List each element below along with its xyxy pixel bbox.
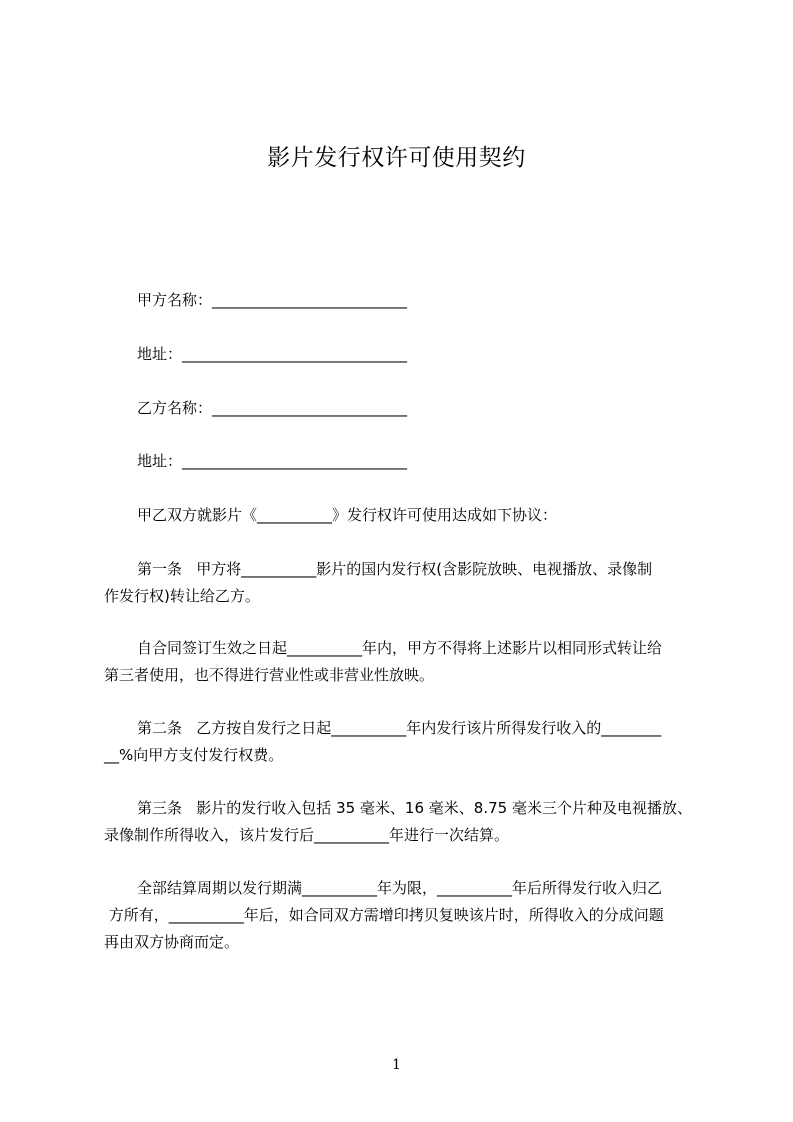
party-a-address-line: 地址：______________________________ xyxy=(137,345,408,363)
article-3-line-2: 录像制作所得收入，该片发行后__________年进行一次结算。 xyxy=(104,826,510,844)
agreement-intro-line: 甲乙双方就影片《__________》发行权许可使用达成如下协议： xyxy=(137,506,558,524)
exclusivity-line-2: 第三者使用，也不得进行营业性或非营业性放映。 xyxy=(104,666,435,684)
settlement-line-3: 再由双方协商而定。 xyxy=(104,933,240,951)
settlement-line-2: 方所有，__________年后，如合同双方需增印拷贝复映该片时，所得收入的分成问题 xyxy=(104,906,664,924)
article-3-line-1: 第三条 影片的发行收入包括 35 毫米、16 毫米、8.75 毫米三个片种及电视播放、 xyxy=(137,799,692,817)
article-2-line-1: 第二条 乙方按自发行之日起__________年内发行该片所得发行收入的________ xyxy=(137,719,662,737)
article-2-line-2: __%向甲方支付发行权费。 xyxy=(104,746,284,764)
page-number: 1 xyxy=(392,1057,401,1073)
article-1-line-2: 作发行权)转让给乙方。 xyxy=(104,587,260,605)
document-title: 影片发行权许可使用契约 xyxy=(267,145,526,171)
party-a-name-line: 甲方名称：__________________________ xyxy=(137,291,408,309)
article-1-line-1: 第一条 甲方将__________影片的国内发行权(含影院放映、电视播放、录像制 xyxy=(137,560,653,578)
party-b-name-line: 乙方名称：__________________________ xyxy=(137,399,408,417)
exclusivity-line-1: 自合同签订生效之日起__________年内，甲方不得将上述影片以相同形式转让给 xyxy=(137,639,663,657)
party-b-address-line: 地址：______________________________ xyxy=(137,452,408,470)
settlement-line-1: 全部结算周期以发行期满__________年为限，__________年后所得发行收入归乙 xyxy=(137,879,663,897)
